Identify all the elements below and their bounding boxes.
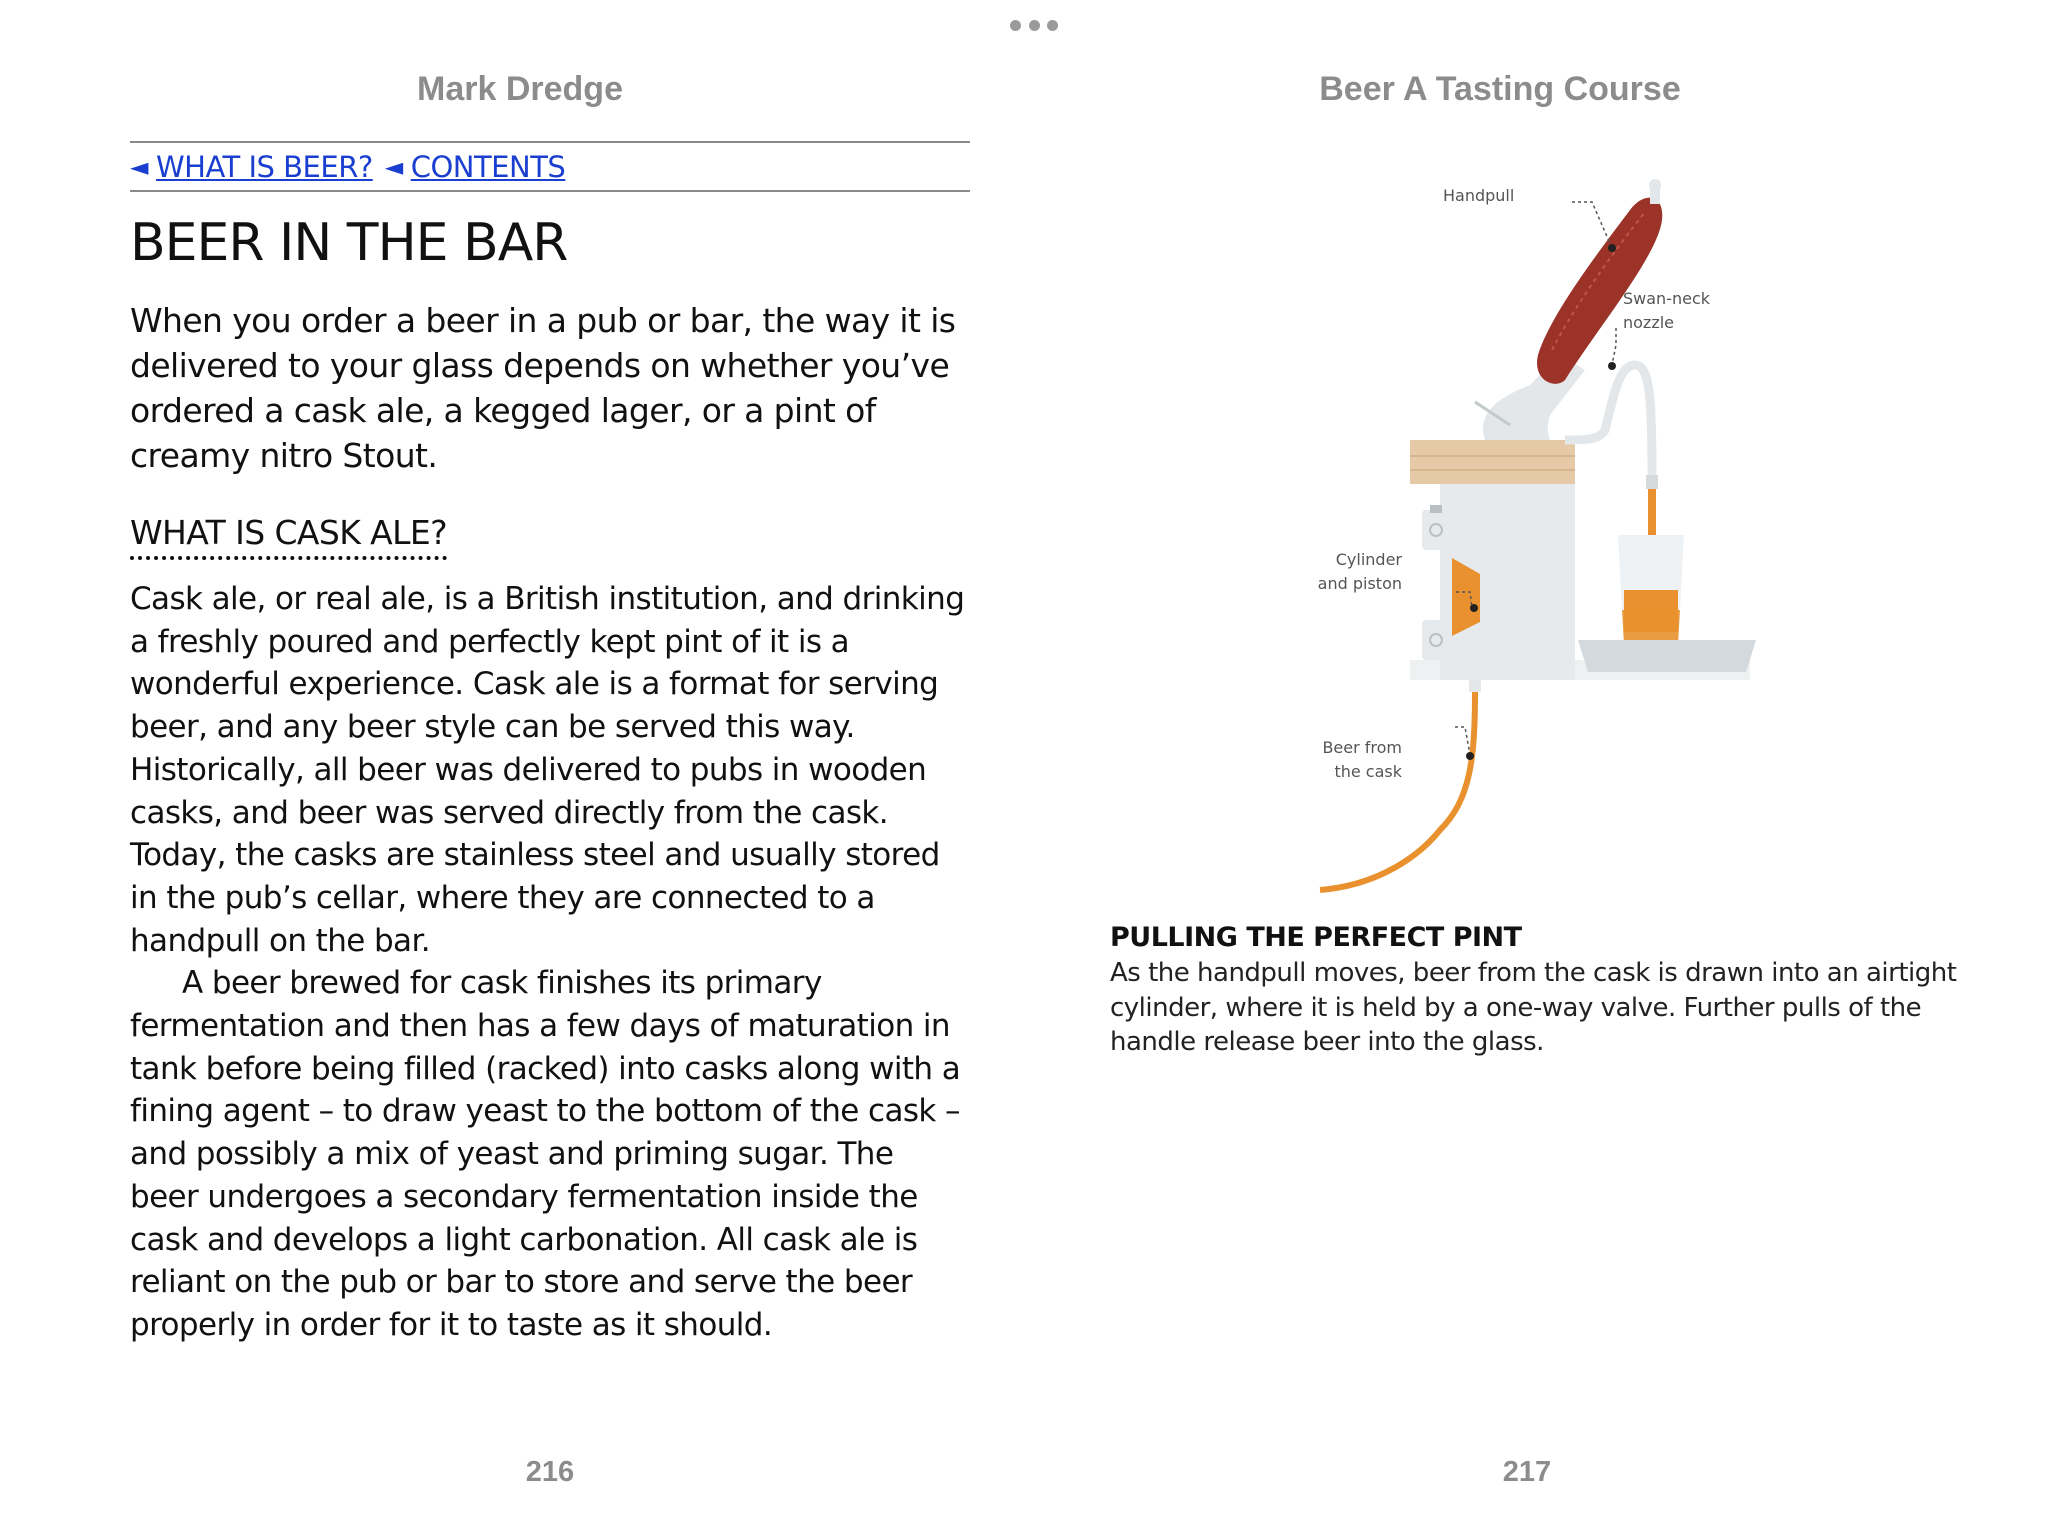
drip-tray [1578,640,1756,672]
label-handpull: Handpull [1443,186,1515,205]
label-swan-neck: Swan-neck [1623,289,1711,308]
back-arrow-icon: ◄ [384,152,403,181]
body-paragraph-2: A beer brewed for cask finishes its primary fermentation and then has a few days of maturation in tank before being filled (racked) into casks along with a fining agent – to draw yeast to the bottom of the cask – and possibly a mix of yeast and priming sugar. The beer undergoes a secondary fermentation inside the cask and develops a light carbonation. All cask ale is reliant on the pub or bar to store and serve the beer properly in order for it to taste as it should. [130,965,961,1343]
caption-title: PULLING THE PERFECT PINT [1110,922,1522,953]
handpull-illustration [1300,140,1780,920]
counter-top [1410,440,1575,484]
label-cylinder: Cylinder [1335,550,1402,569]
running-head-author: Mark Dredge [417,70,623,108]
pipe-fitting [1469,680,1481,692]
page-number-right: 217 [1502,1456,1552,1488]
more-dots-icon[interactable] [1010,18,1058,32]
caption-body: As the handpull moves, beer from the cask is drawn into an airtight cylinder, where it is held by a one-way valve. Further pulls of the handle release beer into the glass. [1110,958,1957,1057]
dot [1047,20,1058,31]
left-page [130,141,970,1347]
chapter-title: BEER IN THE BAR [130,213,568,273]
dot [1029,20,1040,31]
nav-link-what-is-beer[interactable]: WHAT IS BEER? [155,149,373,184]
bolt-cap [1430,505,1442,513]
label-piston: and piston [1317,574,1402,593]
running-head-title: Beer A Tasting Course [1319,70,1681,108]
engine-flange [1422,620,1452,660]
nozzle-tip [1646,475,1658,489]
handpull-diagram [1300,140,1780,920]
nav-link-contents[interactable]: CONTENTS [410,149,566,184]
breadcrumb [130,141,970,192]
page-number-left: 216 [525,1456,575,1488]
label-nozzle: nozzle [1623,313,1675,332]
swan-neck [1565,365,1652,475]
label-the-cask: the cask [1334,762,1402,781]
engine-flange [1422,510,1452,550]
section-heading: WHAT IS CASK ALE? [130,512,447,560]
body-paragraph-1: Cask ale, or real ale, is a British institution, and drinking a freshly poured and perfectly kept pint of it is a wonderful experience. Cask ale is a format for serving beer, and any beer style can be served this way. Historically, all beer was delivered to pubs in wooden casks, and beer was served directly from the cask. Today, the casks are stainless steel and usually stored in the pub’s cellar, where they are connected to a handpull on the bar. [130,581,965,959]
dot [1010,20,1021,31]
intro-paragraph: When you order a beer in a pub or bar, the way it is delivered to your glass depends on whether you’ve ordered a cask ale, a kegged lager, or a pint of creamy nitro Stout. [130,301,956,475]
back-arrow-icon: ◄ [130,152,148,181]
label-beer-from: Beer from [1322,738,1402,757]
beer-line [1320,692,1475,890]
handle [1537,179,1662,384]
figure-caption [1110,920,1980,1060]
